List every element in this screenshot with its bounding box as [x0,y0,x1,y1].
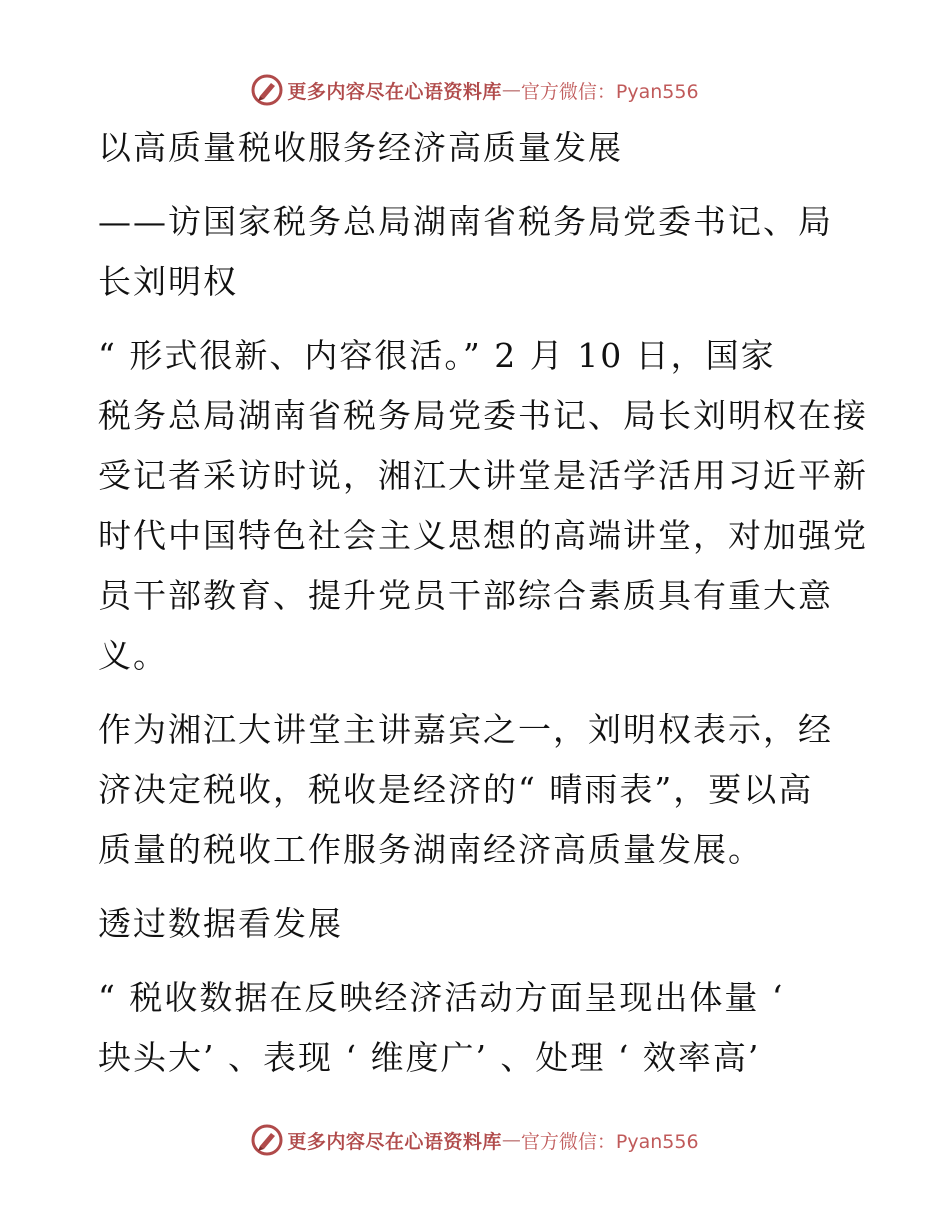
paragraph-line: 块头大’ 、表现 ‘ 维度广’ 、处理 ‘ 效率高’ [98,1038,761,1077]
document-body [98,120,868,1088]
section-heading: 透过数据看发展 [98,904,343,943]
paragraph-line: “ 形式很新、内容很活。” 2 月 10 日，国家 [98,336,776,375]
subtitle-line: ——访国家税务总局湖南省税务局党委书记、局 [98,202,833,241]
paragraph-1 [98,326,868,686]
paragraph-2 [98,700,858,880]
watermark-text: 更多内容尽在心语资料库 [287,1130,502,1153]
footer-watermark [0,1120,950,1160]
watermark-separator: — [501,79,521,101]
header-watermark [0,70,950,110]
paragraph-line: 义。 [98,636,168,675]
paragraph-3 [98,968,858,1088]
article-title: 以高质量税收服务经济高质量发展 [98,128,623,167]
paragraph-line: “ 税收数据在反映经济活动方面呈现出体量 ‘ [98,978,785,1017]
watermark-wechat: 官方微信：Pyan556 [520,80,699,103]
paragraph-line: 时代中国特色社会主义思想的高端讲堂，对加强党 [98,516,868,555]
watermark-wechat: 官方微信：Pyan556 [520,1130,699,1153]
logo-icon [251,74,283,106]
watermark-separator: — [501,1129,521,1151]
logo-icon [251,1124,283,1156]
paragraph-line: 济决定税收，税收是经济的“ 晴雨表”，要以高 [98,770,814,809]
paragraph-line: 作为湘江大讲堂主讲嘉宾之一，刘明权表示，经 [98,710,833,749]
paragraph-line: 税务总局湖南省税务局党委书记、局长刘明权在接 [98,396,868,435]
paragraph-line: 受记者采访时说，湘江大讲堂是活学活用习近平新 [98,456,868,495]
paragraph-line: 员干部教育、提升党员干部综合素质具有重大意 [98,576,833,615]
article-subtitle [98,192,858,312]
watermark-text: 更多内容尽在心语资料库 [287,80,502,103]
paragraph-line: 质量的税收工作服务湖南经济高质量发展。 [98,830,763,869]
subtitle-line: 长刘明权 [98,262,238,301]
